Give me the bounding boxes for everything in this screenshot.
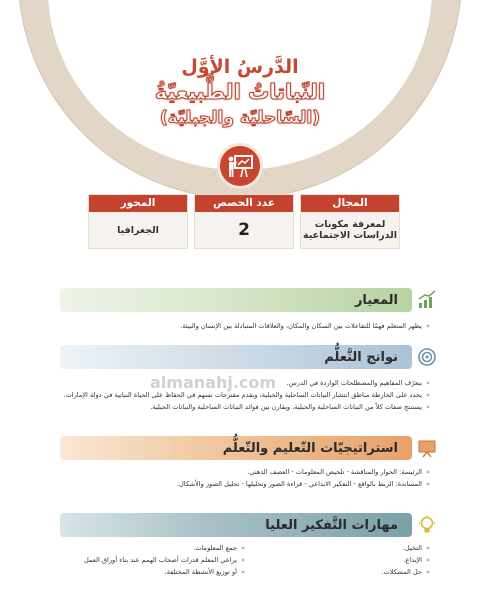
- info-cards: [88, 194, 400, 249]
- list-item: » يستنتج صفات كلاً من النباتات الساحلية والجبلية، ويقارن بين فوائد النباتات الساحلية والنباتات الجبلية.: [60, 401, 430, 413]
- card-label: المحور: [89, 195, 187, 212]
- standard-list: [60, 320, 430, 332]
- list-item: » الإبداع.: [245, 554, 430, 566]
- card-value: لمعرفة مكونات الدراسات الاجتماعية: [303, 219, 397, 241]
- card-label: عدد الحصص: [195, 195, 293, 212]
- card-label: المجال: [301, 195, 399, 212]
- card-domain: [300, 194, 400, 249]
- list-item: » أو توزيع الأنشطة المختلفة.: [60, 566, 245, 578]
- list-item: » المساندة: الربط بالواقع - التفكير الابداعي - قراءة الصور وتحليلها - تحليل الصور والأشكال.: [60, 478, 430, 490]
- thinking-list-right: [245, 542, 430, 578]
- list-item: » يظهر المتعلم فهمًا للتفاعلات بين السكان والمكان، والعلاقات المتبادلة بين الإنسان والبيئة.: [60, 320, 430, 332]
- watermark: almanahj.com: [150, 373, 277, 392]
- section-strategies-title: استراتيجيّات التّعليم والتّعلُّم: [60, 436, 412, 460]
- thinking-list-left: [60, 542, 245, 578]
- presentation-icon: [416, 437, 438, 459]
- bar-growth-icon: [416, 289, 438, 311]
- list-item: » يحدد على الخارطة مناطق انتشار النباتات الساحلية والجبلية، ويقدم مقترحات تسهم في الحفاظ على الحياة النباتية في دولة الإمارات.: [60, 389, 430, 401]
- card-value: 2: [238, 220, 250, 240]
- lesson-title: النّباتاتُ الطَّبيعيّةُ: [154, 80, 326, 104]
- list-item: » الرئيسة: الحوار والمناقشة - تلخيص المعلومات - العصف الذهني.: [60, 466, 430, 478]
- section-outcomes-title: نواتج التَّعلُّم: [60, 345, 412, 369]
- card-axis: [88, 194, 188, 249]
- card-value: الجغرافيا: [117, 224, 159, 236]
- lesson-subtitle: (السّاحليّة والجبليّة): [160, 108, 320, 128]
- thinking-columns: [60, 542, 430, 578]
- strategies-list: [60, 466, 430, 490]
- list-item: » حل المشكلات.: [245, 566, 430, 578]
- lesson-number: الدَّرسُ الأوَّل: [181, 56, 299, 78]
- lightbulb-icon: [416, 514, 438, 536]
- presenter-board-icon: [217, 143, 263, 189]
- list-item: » التخيل.: [245, 542, 430, 554]
- list-item: » يتعرّف المفاهيم والمصطلحات الواردة في الدرس.: [60, 377, 430, 389]
- list-item: » يراعي المعلم قدرات أصحاب الهمم عند بناء أوراق العمل: [60, 554, 245, 566]
- card-sessions: [194, 194, 294, 249]
- list-item: » جمع المعلومات.: [60, 542, 245, 554]
- section-thinking-title: مهارات التَّفكير العليا: [60, 513, 412, 537]
- section-standard-title: المعيار: [60, 288, 412, 312]
- target-icon: [416, 346, 438, 368]
